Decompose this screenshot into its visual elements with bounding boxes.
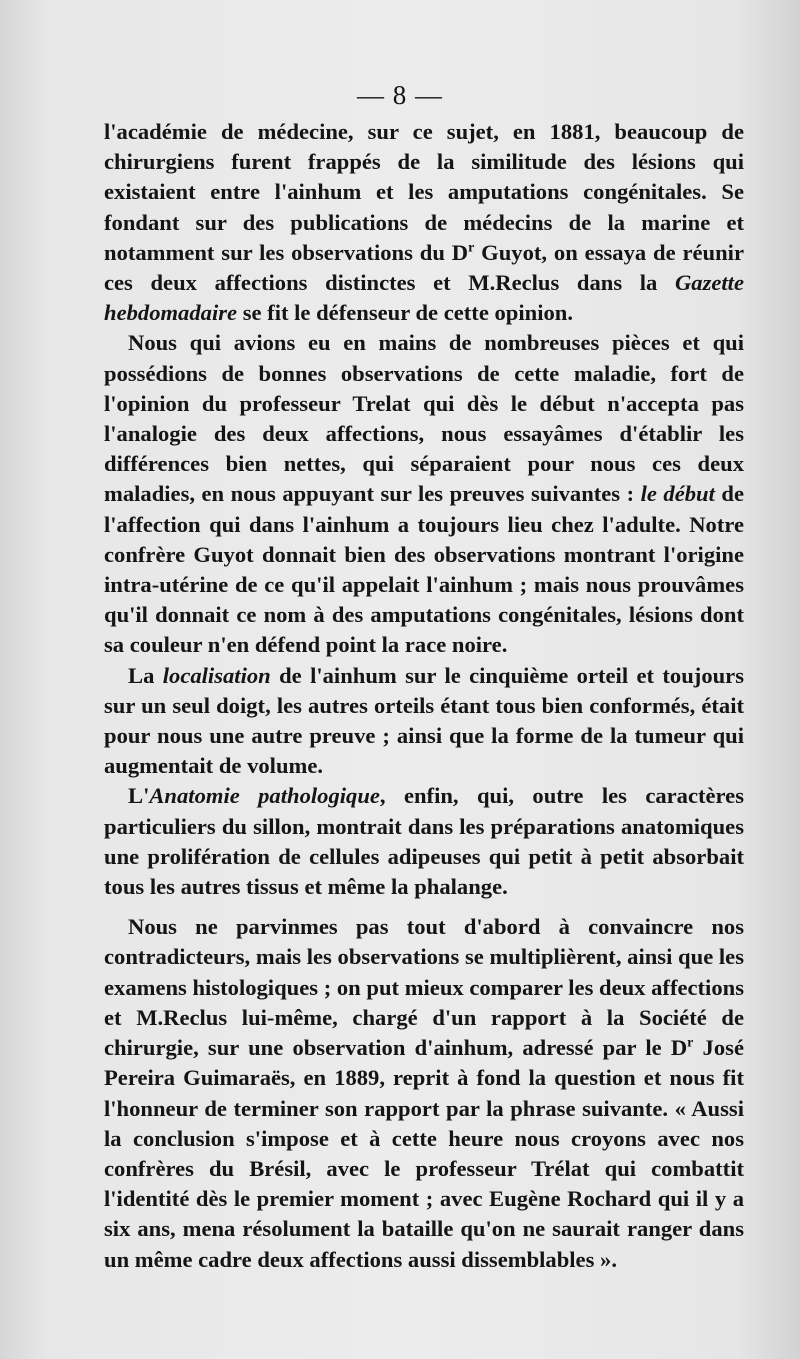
- body-text: [104, 117, 744, 1275]
- text-run: se fit le défenseur de cette opinion.: [237, 300, 573, 326]
- text-run: L': [128, 783, 150, 809]
- italic-term: Anatomie pathologique: [149, 783, 380, 809]
- text-run: Nous ne parvinmes pas tout d'abord à convaincre nos contradicteurs, mais les observations se multiplièrent, ainsi que les examens histologiques ; on put mieux comparer les deux affections et M.Reclus lui-même, chargé d'un rapport à la Société de chirurgie, sur une observation d'ainhum, adressé par le D: [104, 914, 744, 1061]
- paragraph-5: [104, 912, 744, 1274]
- superscript: r: [687, 1035, 694, 1051]
- italic-title: Gazette hebdomadaire: [104, 270, 744, 326]
- paragraph-1: [104, 117, 744, 328]
- text-run: Guyot, on essaya de réunir ces deux affections distinctes et M.Reclus dans la: [104, 239, 744, 296]
- paragraph-3: [104, 661, 744, 782]
- italic-term: le début: [640, 481, 715, 507]
- italic-term: localisation: [162, 662, 271, 688]
- text-run: Nous qui avions eu en mains de nombreuses pièces et qui possédions de bonnes observations de cette maladie, fort de l'opinion du professeur Trelat qui dès le début n'accepta pas l'analogie des deux affections, nous essayâmes d'établir les différences bien nettes, qui séparaient pour nous ces deux maladies, en nous appuyant sur les preuves suivantes :: [104, 330, 744, 507]
- text-run: de l'ainhum sur le cinquième orteil et toujours sur un seul doigt, les autres orteils étant tous bien conformés, était pour nous une autre preuve ; ainsi que la forme de la tumeur qui augmentait de volume.: [104, 662, 744, 779]
- text-run: , enfin, qui, outre les caractères particuliers du sillon, montrait dans les préparations anatomiques une prolifération de cellules adipeuses qui petit à petit absorbait tous les autres tissus et même la phalange.: [104, 783, 744, 900]
- superscript: r: [468, 240, 475, 256]
- paragraph-2: [104, 328, 744, 660]
- paragraph-4: [104, 781, 744, 902]
- text-run: l'académie de médecine, sur ce sujet, en 1881, beaucoup de chirurgiens furent frappés de la similitude des lésions qui existaient entre l'ainhum et les amputations congénitales. Se fondant sur des publications de médecins de la marine et notamment sur les observations du D: [104, 119, 744, 265]
- page-number: — 8 —: [357, 80, 443, 110]
- text-run: La: [128, 662, 163, 688]
- text-run: de l'affection qui dans l'ainhum a toujours lieu chez l'adulte. Notre confrère Guyot donnait bien des observations montrant l'origine intra-utérine de ce qu'il appelait l'ainhum ; mais nous prouvâmes qu'il donnait ce nom à des amputations congénitales, lésions dont sa couleur n'en défend point la race noire.: [104, 481, 744, 658]
- text-run: José Pereira Guimaraës, en 1889, reprit à fond la question et nous fit l'honneur de terminer son rapport par la phrase suivante. « Aussi la conclusion s'impose et à cette heure nous croyons avec nos confrères du Brésil, avec le professeur Trélat qui combattit l'identité dès le premier moment ; avec Eugène Rochard qui il y a six ans, mena résolument la bataille qu'on ne saurait ranger dans un même cadre deux affections aussi dissemblables ».: [104, 1035, 744, 1272]
